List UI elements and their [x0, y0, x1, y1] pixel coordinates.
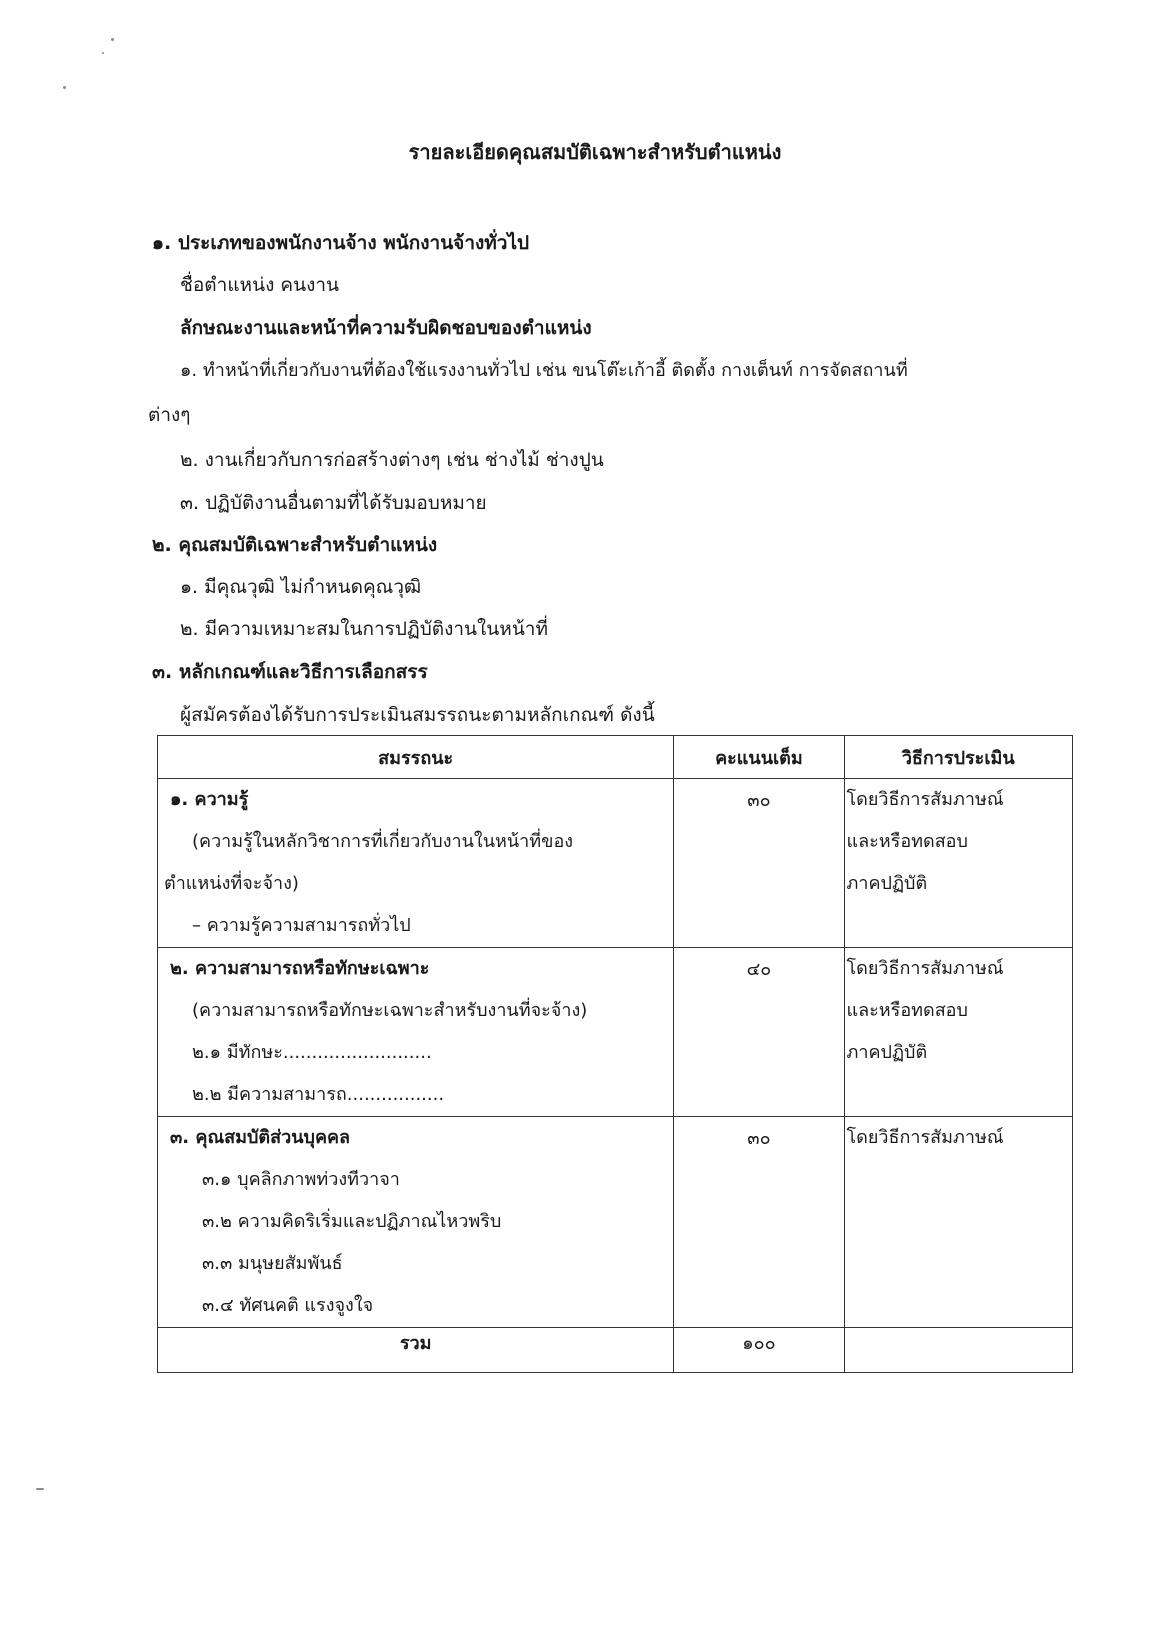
competency-sub-item: ๓.๒ ความคิดริเริ่มและปฏิภาณไหวพริบ: [202, 1211, 502, 1232]
duty-1-line-1: ๑. ทำหน้าที่เกี่ยวกับงานที่ต้องใช้แรงงานทั่วไป เช่น ขนโต๊ะเก้าอี้ ติดตั้ง กางเต็นท์ การจัดสถานที่: [180, 360, 908, 381]
table-row: [158, 948, 1073, 1117]
qualification-2: ๒. มีความเหมาะสมในการปฏิบัติงานในหน้าที่: [180, 618, 549, 640]
assessment-method: และหรือทดสอบ: [846, 1000, 968, 1021]
document-title: รายละเอียดคุณสมบัติเฉพาะสำหรับตำแหน่ง: [408, 140, 782, 164]
section3-heading: ๓. หลักเกณฑ์และวิธีการเลือกสรร: [152, 661, 428, 683]
assessment-method: ภาคปฏิบัติ: [846, 1042, 928, 1063]
assessment-table: [157, 735, 1073, 1373]
competency-description: ตำแหน่งที่จะจ้าง): [164, 873, 299, 894]
competency-sub-item: ๒.๑ มีทักษะ..........................: [192, 1042, 432, 1063]
total-score: ๑๐๐: [674, 1328, 844, 1373]
table-header-row: [158, 736, 1073, 779]
competency-sub-item: ๒.๒ มีความสามารถ.................: [192, 1084, 445, 1105]
competency-sub-item: ๓.๔ ทัศนคติ แรงจูงใจ: [202, 1295, 374, 1316]
competency-title: ๑. ความรู้: [170, 789, 249, 810]
full-score: ๓๐: [747, 1128, 771, 1149]
duty-3: ๓. ปฏิบัติงานอื่นตามที่ได้รับมอบหมาย: [180, 492, 487, 514]
section1-heading: ๑. ประเภทของพนักงานจ้าง พนักงานจ้างทั่วไป: [152, 232, 530, 254]
table-row: [158, 779, 1073, 948]
duty-2: ๒. งานเกี่ยวกับการก่อสร้างต่างๆ เช่น ช่างไม้ ช่างปูน: [180, 449, 604, 471]
competency-title: ๒. ความสามารถหรือทักษะเฉพาะ: [170, 958, 430, 979]
competency-sub-item: – ความรู้ความสามารถทั่วไป: [192, 915, 411, 936]
table-row: [158, 1117, 1073, 1328]
competency-title: ๓. คุณสมบัติส่วนบุคคล: [170, 1127, 351, 1148]
qualification-1: ๑. มีคุณวุฒิ ไม่กำหนดคุณวุฒิ: [180, 576, 422, 598]
section3-intro: ผู้สมัครต้องได้รับการประเมินสมรรถนะตามหลักเกณฑ์ ดังนี้: [180, 704, 655, 726]
section2-heading: ๒. คุณสมบัติเฉพาะสำหรับตำแหน่ง: [152, 534, 438, 556]
competency-description: (ความรู้ในหลักวิชาการที่เกี่ยวกับงานในหน้าที่ของ: [192, 831, 574, 852]
scan-speck: [111, 38, 114, 41]
assessment-method: โดยวิธีการสัมภาษณ์: [846, 789, 1004, 810]
scan-speck: [63, 86, 66, 89]
scan-speck: [36, 1488, 44, 1490]
competency-description: (ความสามารถหรือทักษะเฉพาะสำหรับงานที่จะจ้าง): [192, 1000, 588, 1021]
competency-sub-item: ๓.๓ มนุษยสัมพันธ์: [202, 1253, 343, 1274]
header-full-score: คะแนนเต็ม: [674, 736, 844, 779]
total-label: รวม: [158, 1328, 674, 1373]
duties-heading: ลักษณะงานและหน้าที่ความรับผิดชอบของตำแหน่ง: [180, 317, 592, 339]
assessment-method: โดยวิธีการสัมภาษณ์: [846, 958, 1004, 979]
table-total-row: [158, 1328, 1073, 1373]
assessment-method: และหรือทดสอบ: [846, 831, 968, 852]
position-name: ชื่อตำแหน่ง คนงาน: [180, 274, 340, 296]
full-score: ๓๐: [747, 790, 771, 811]
header-competency: สมรรถนะ: [158, 736, 674, 779]
scan-speck: [102, 52, 104, 54]
assessment-method: ภาคปฏิบัติ: [846, 873, 928, 894]
header-method: วิธีการประเมิน: [844, 736, 1073, 779]
competency-sub-item: ๓.๑ บุคลิกภาพท่วงทีวาจา: [202, 1169, 400, 1190]
full-score: ๔๐: [746, 959, 772, 980]
assessment-method: โดยวิธีการสัมภาษณ์: [846, 1127, 1004, 1148]
total-method-empty: [844, 1328, 1073, 1373]
duty-1-line-2: ต่างๆ: [148, 404, 191, 426]
